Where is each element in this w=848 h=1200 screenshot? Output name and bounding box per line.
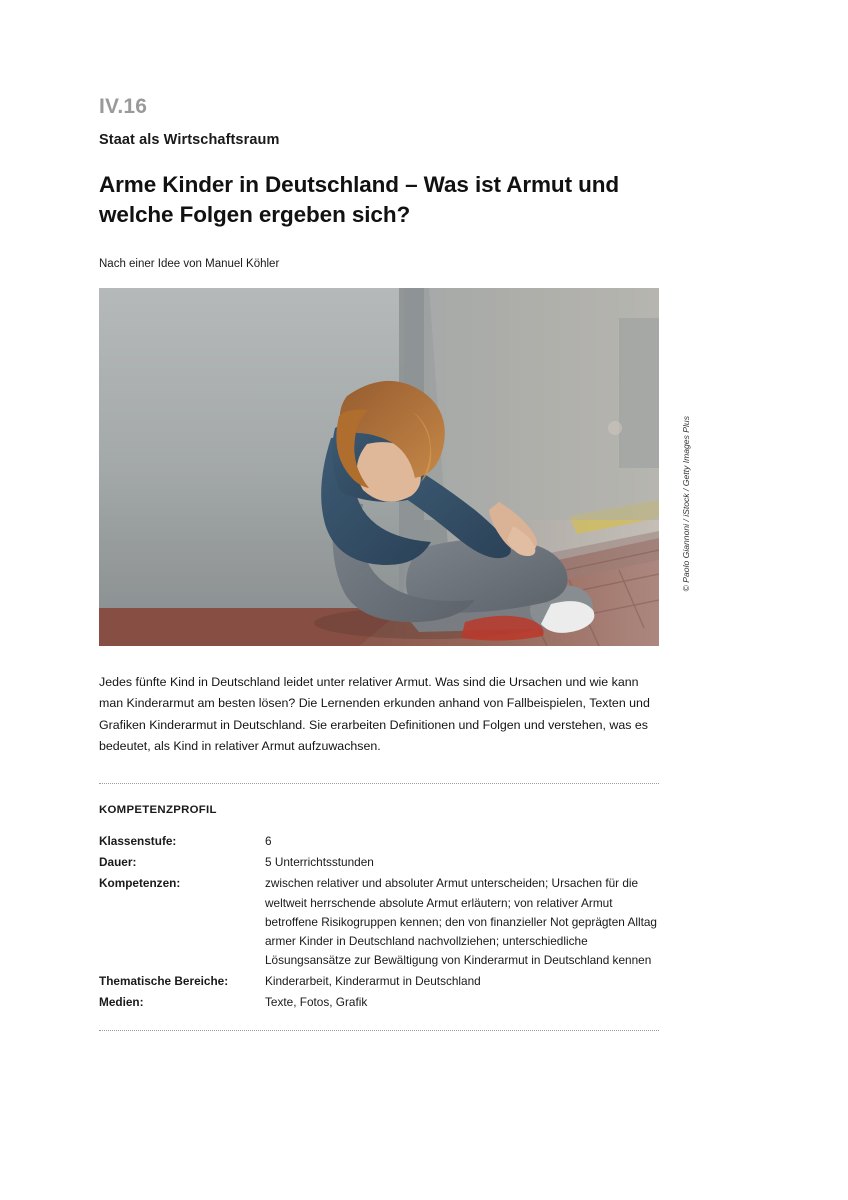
photo-boy-sitting-on-ground bbox=[99, 288, 659, 646]
row-label: Kompetenzen: bbox=[99, 876, 181, 891]
row-label: Medien: bbox=[99, 995, 144, 1010]
section-title: Staat als Wirtschaftsraum bbox=[99, 132, 280, 149]
byline: Nach einer Idee von Manuel Köhler bbox=[99, 257, 280, 270]
row-value: Texte, Fotos, Grafik bbox=[265, 995, 368, 1010]
row-value: zwischen relativer und absoluter Armut unterscheiden; Ursachen für die weltweit herrschende absolute Armut erläutern; von relativer Armut betroffene Risikogruppen kennen; den von finanzieller Not geprägten Alltag armer Kinder in Deutschland nachvollziehen; unterschiedliche Lösungsansätze zur Bewältigung von Kinderarmut in Deutschland kennen bbox=[265, 876, 657, 967]
row-value: 5 Unterrichtsstunden bbox=[265, 855, 374, 870]
kompetenzprofil-heading: KOMPETENZPROFIL bbox=[99, 804, 217, 817]
table-row bbox=[99, 874, 659, 972]
figure bbox=[99, 288, 691, 646]
table-row bbox=[99, 832, 659, 853]
table-row bbox=[99, 993, 659, 1014]
row-value: Kinderarbeit, Kinderarmut in Deutschland bbox=[265, 974, 481, 989]
table-row bbox=[99, 853, 659, 874]
table-row bbox=[99, 972, 659, 993]
intro-paragraph: Jedes fünfte Kind in Deutschland leidet unter relativer Armut. Was sind die Ursachen und wie kann man Kinderarmut am besten lösen? Die Lernenden erkunden anhand von Fallbeispielen, Texten und Grafiken Kinderarmut in Deutschland. Sie erarbeiten Definitionen und Folgen und verstehen, was es bedeutet, als Kind in relativer Armut aufzuwachsen. bbox=[99, 674, 650, 753]
row-label: Klassenstufe: bbox=[99, 834, 177, 849]
page-content bbox=[99, 0, 691, 1031]
row-label: Dauer: bbox=[99, 855, 137, 870]
image-credit: © Paolo Giannoni / iStock / Getty Images Plus bbox=[681, 415, 691, 592]
kompetenzprofil-table bbox=[99, 832, 659, 1014]
row-value: 6 bbox=[265, 834, 272, 849]
divider-top bbox=[99, 783, 659, 784]
divider-bottom bbox=[99, 1030, 659, 1031]
page-title: Arme Kinder in Deutschland – Was ist Armut und welche Folgen ergeben sich? bbox=[99, 172, 620, 228]
row-label: Thematische Bereiche: bbox=[99, 974, 229, 989]
chapter-number: IV.16 bbox=[99, 95, 148, 118]
